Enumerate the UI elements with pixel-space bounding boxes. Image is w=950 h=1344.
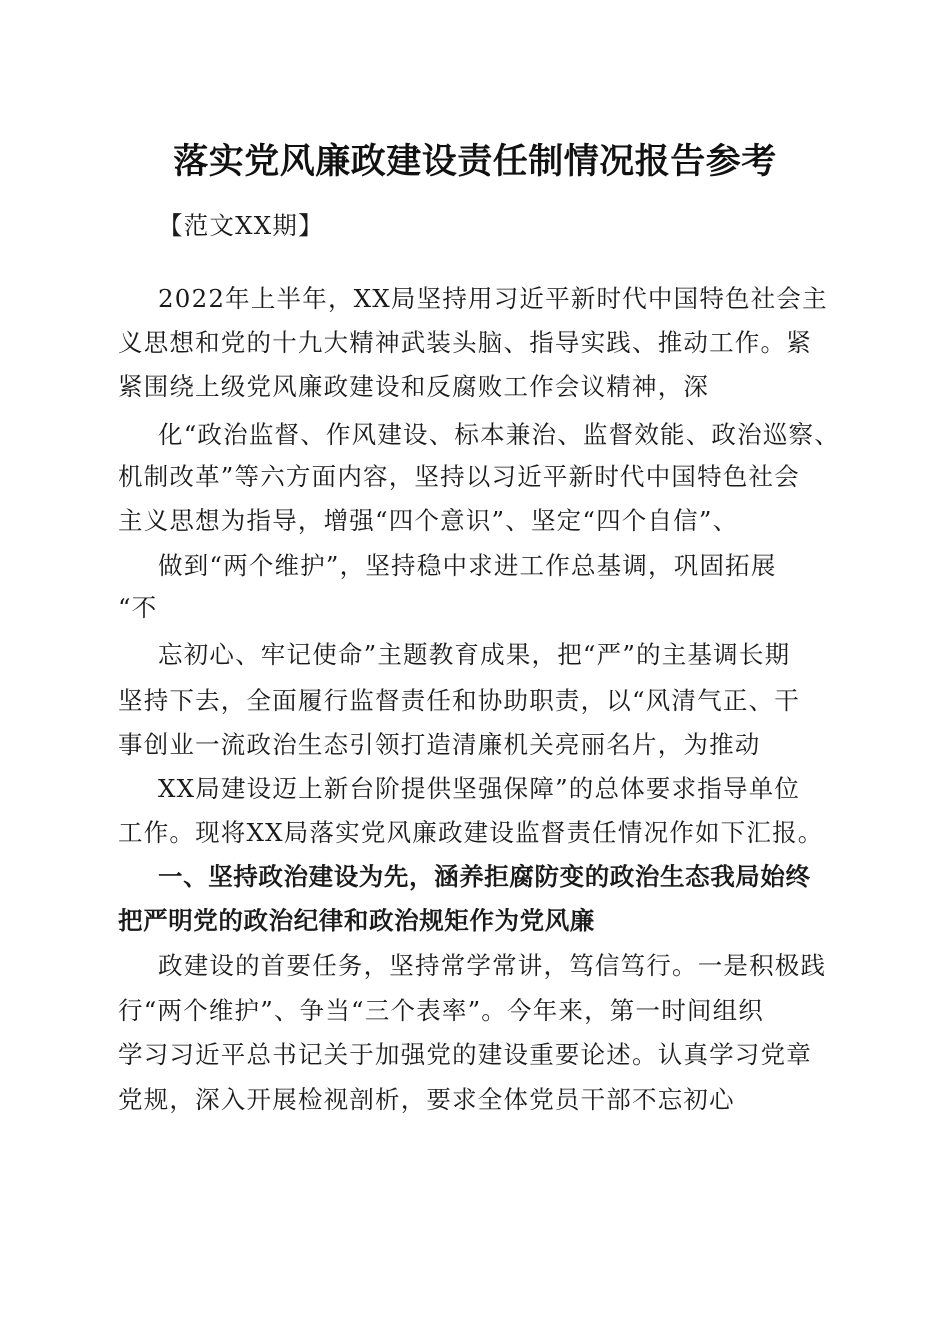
body-line: 2022年上半年，XX局坚持用习近平新时代中国特色社会主 — [158, 284, 828, 313]
body-line: 做到“两个维护”，坚持稳中求进工作总基调，巩固拓展 — [158, 551, 777, 580]
body-line: 忘初心、牢记使命”主题教育成果，把“严”的主基调长期 — [158, 640, 791, 669]
body-line: 政建设的首要任务，坚持常学常讲，笃信笃行。一是积极践 — [158, 951, 827, 980]
body-line: 工作。现将XX局落实党风廉政建设监督责任情况作如下汇报。 — [118, 818, 824, 847]
body-line: 坚持下去，全面履行监督责任和协助职责，以“风清气正、干 — [118, 686, 800, 715]
body-line: 主义思想为指导，增强“四个意识”、坚定“四个自信”、 — [118, 506, 739, 535]
section-heading: 一、坚持政治建设为先，涵养拒腐防变的政治生态我局始终 — [158, 862, 811, 891]
body-line: 行“两个维护”、争当“三个表率”。今年来，第一时间组织 — [118, 996, 764, 1025]
body-line: 学习习近平总书记关于加强党的建设重要论述。认真学习党章 — [118, 1040, 812, 1069]
body-line: 党规，深入开展检视剖析，要求全体党员干部不忘初心 — [118, 1085, 735, 1114]
body-line: 事创业一流政治生态引领打造清廉机关亮丽名片，为推动 — [118, 730, 761, 759]
body-line: “不 — [118, 593, 158, 622]
body-line: XX局建设迈上新台阶提供坚强保障”的总体要求指导单位 — [158, 774, 801, 803]
issue-label: 【范文XX期】 — [158, 211, 324, 240]
body-line: 义思想和党的十九大精神武装头脑、指导实践、推动工作。紧 — [118, 328, 812, 357]
body-line: 机制改革”等六方面内容，坚持以习近平新时代中国特色社会 — [118, 462, 800, 491]
section-heading: 把严明党的政治纪律和政治规矩作为党风廉 — [118, 906, 595, 935]
document-title: 落实党风廉政建设责任制情况报告参考 — [173, 141, 777, 182]
body-line: 紧围绕上级党风廉政建设和反腐败工作会议精神，深 — [118, 372, 710, 401]
body-line: 化“政治监督、作风建设、标本兼治、监督效能、政治巡察、 — [158, 420, 840, 449]
